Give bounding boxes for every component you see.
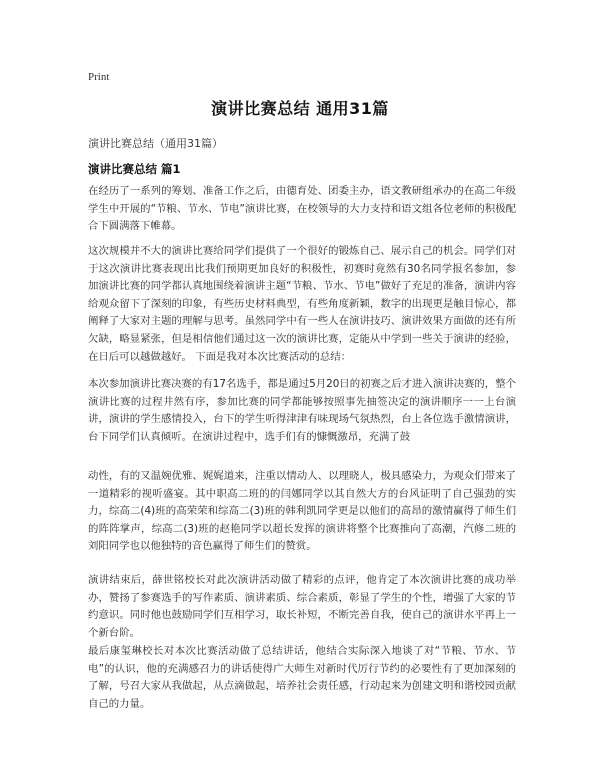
print-label: Print [88, 71, 110, 83]
paragraph-principal-review: 演讲结束后，薛世铭校长对此次演讲活动做了精彩的点评，他肯定了本次演讲比赛的成功举办，赞扬了参赛选手的写作素质、演讲素质、综合素质，彰显了学生的个性，增强了大家的节约意识。同时他也鼓励同学们互相学习，取长补短，不断完善自我，使自己的演讲水平再上一个新台阶。 [88, 574, 516, 639]
paragraph-closing-speech: 最后康玺琳校长对本次比赛活动做了总结讲话，他结合实际深入地谈了对“节粮、节水、节电”的认识，他的充满感召力的讲话使得广大师生对新时代厉行节约的必要性有了更加深刻的了解，号召大家从我做起，从点滴做起，培养社会责任感，行动起来为创建文明和谐校园贡献自己的力量。 [88, 645, 516, 710]
paragraph-final-round: 本次参加演讲比赛决赛的有17名选手，都是通过5月20日的初赛之后才进入演讲决赛的，整个演讲比赛的过程井然有序，参加比赛的同学都能够按照事先抽签决定的演讲顺序一一上台演讲，演讲的学生感情投入，台下的学生听得津津有味现场气氛热烈，台上各位选手激情演讲，台下同学们认真倾听。在演讲过程中，选手们有的慷慨激昂，充满了鼓 [88, 378, 516, 443]
paragraph-intro: 在经历了一系列的筹划、准备工作之后，由德育处、团委主办，语文教研组承办的在高二年级学生中开展的“节粮、节水、节电”演讲比赛，在校领导的大力支持和语文组各位老师的积极配合下圆满落下帷幕。 [88, 185, 516, 233]
page-title: 演讲比赛总结 通用31篇 [211, 99, 389, 118]
section-heading: 演讲比赛总结 篇1 [88, 162, 181, 176]
paragraph-contestants: 动性，有的又温婉优雅、娓娓道来，注重以情动人、以理晓人，极具感染力，为观众们带来了一道精彩的视听盛宴。其中职高二班的的闫娜同学以其自然大方的台风证明了自己强劲的实力，综高二(4)班的高荣荣和综高二(3)班的韩利凯同学更是以他们的高昂的激情赢得了师生们的阵阵掌声，综高二(3)班的赵艳同学以超长发挥的演讲将整个比赛推向了高潮，汽修二班的刘阳同学也以他独特的音色赢得了师生们的赞赏。 [88, 470, 516, 553]
document-subtitle: 演讲比赛总结（通用31篇） [88, 137, 223, 150]
paragraph-overview: 这次规模并不大的演讲比赛给同学们提供了一个很好的锻炼自己、展示自己的机会。同学们对于这次演讲比赛表现出比我们预期更加良好的积极性，初赛时竟然有30名同学报名参加，参加演讲比赛的同学都认真地围绕着演讲主题“节粮、节水、节电”做好了充足的准备，演讲内容给观众留下了深刻的印象，有些历史材料典型，有些角度新颖，数字的出现更是触目惊心，都阐释了大家对主题的理解与思考。虽然同学中有一些人在演讲技巧、演讲效果方面做的还有所欠缺，略显紧张，但是相信他们通过这一次的演讲比赛，定能从中学到一些关于演讲的经验，在日后可以越做越好。 下面是我对本次比赛活动的总结： [88, 245, 516, 363]
